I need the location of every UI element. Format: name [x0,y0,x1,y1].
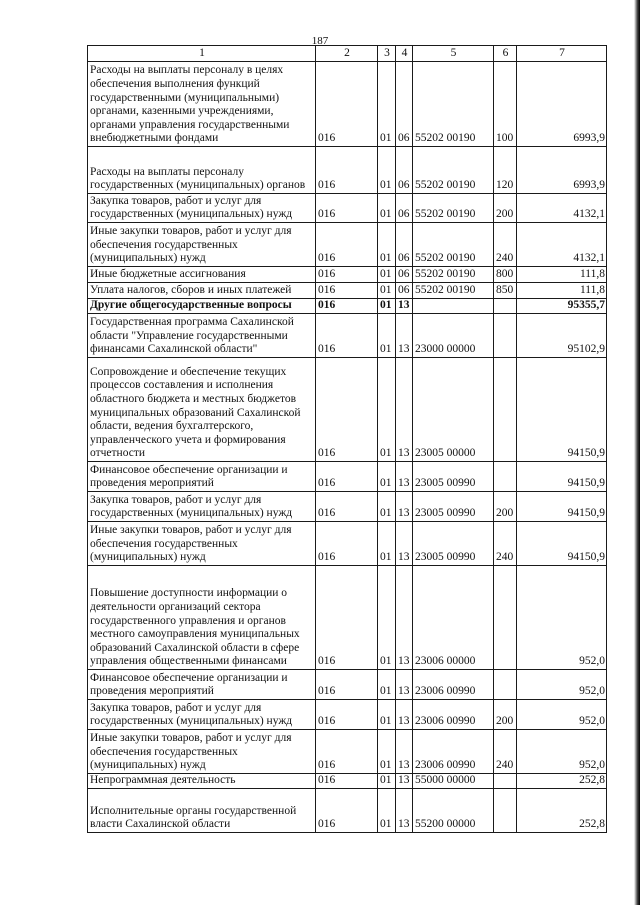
row-c2-cell: 016 [316,147,378,194]
header-col-4: 4 [396,46,413,62]
row-name-cell: Государственная программа Сахалинской области "Управление государственными финансами Сахалинской области" [88,314,316,358]
row-c5-cell [413,299,494,314]
table-row [88,789,607,833]
table-row [88,223,607,267]
row-c6-cell [494,774,517,789]
row-c6-cell [494,566,517,670]
header-col-6: 6 [494,46,517,62]
table-row [88,700,607,730]
row-c3-cell: 01 [378,774,396,789]
header-col-7: 7 [517,46,607,62]
row-c4-cell: 13 [396,774,413,789]
row-name-cell: Закупка товаров, работ и услуг для государственных (муниципальных) нужд [88,194,316,223]
row-c6-cell: 850 [494,283,517,299]
row-c3-cell: 01 [378,223,396,267]
row-c7-cell: 252,8 [517,789,607,833]
row-c3-cell: 01 [378,314,396,358]
row-c5-cell: 55202 00190 [413,267,494,283]
row-c2-cell: 016 [316,789,378,833]
row-name-cell: Расходы на выплаты персоналу в целях обеспечения выполнения функций государственными (муниципальными) органами, казенными учреждениями, органами управления государственными внебюджетными фондами [88,62,316,147]
row-c7-cell: 952,0 [517,730,607,774]
row-c3-cell: 01 [378,670,396,700]
page-number: 187 [311,35,329,47]
row-c4-cell: 06 [396,62,413,147]
row-c7-cell: 6993,9 [517,62,607,147]
row-c4-cell: 13 [396,700,413,730]
row-c4-cell: 06 [396,147,413,194]
row-c4-cell: 13 [396,314,413,358]
row-c4-cell: 13 [396,358,413,462]
row-c2-cell: 016 [316,462,378,492]
row-c2-cell: 016 [316,299,378,314]
row-c3-cell: 01 [378,700,396,730]
row-c3-cell: 01 [378,522,396,566]
row-name-cell: Расходы на выплаты персоналу государственных (муниципальных) органов [88,147,316,194]
row-name-cell: Непрограммная деятельность [88,774,316,789]
row-c4-cell: 06 [396,267,413,283]
row-c5-cell: 23000 00000 [413,314,494,358]
row-c4-cell: 13 [396,522,413,566]
row-c5-cell: 55202 00190 [413,147,494,194]
row-c5-cell: 55200 00000 [413,789,494,833]
row-c6-cell [494,462,517,492]
row-name-cell: Уплата налогов, сборов и иных платежей [88,283,316,299]
row-name-cell: Иные бюджетные ассигнования [88,267,316,283]
row-name-cell: Повышение доступности информации о деятельности организаций сектора государственного управления и органов местного самоуправления муниципальных образований Сахалинской области в сфере управления общественными финансами [88,566,316,670]
row-c7-cell: 4132,1 [517,223,607,267]
row-c6-cell: 800 [494,267,517,283]
table-row [88,299,607,314]
table-row [88,283,607,299]
row-c3-cell: 01 [378,789,396,833]
row-c7-cell: 252,8 [517,774,607,789]
row-c7-cell: 111,8 [517,267,607,283]
row-c2-cell: 016 [316,358,378,462]
row-c2-cell: 016 [316,566,378,670]
row-c3-cell: 01 [378,147,396,194]
table-body [88,62,607,833]
row-c5-cell: 55202 00190 [413,223,494,267]
row-c6-cell [494,358,517,462]
header-col-2: 2 [316,46,378,62]
table-row [88,670,607,700]
row-c2-cell: 016 [316,283,378,299]
row-c5-cell: 23006 00990 [413,700,494,730]
row-c7-cell: 952,0 [517,700,607,730]
row-c4-cell: 13 [396,299,413,314]
table-row [88,358,607,462]
row-name-cell: Иные закупки товаров, работ и услуг для обеспечения государственных (муниципальных) нужд [88,223,316,267]
table-row [88,566,607,670]
table-row [88,730,607,774]
row-c3-cell: 01 [378,194,396,223]
row-c6-cell: 240 [494,223,517,267]
header-col-3: 3 [378,46,396,62]
row-c6-cell: 100 [494,62,517,147]
row-c4-cell: 13 [396,492,413,522]
header-col-1: 1 [88,46,316,62]
row-c7-cell: 94150,9 [517,492,607,522]
table-row [88,774,607,789]
header-col-5: 5 [413,46,494,62]
row-c5-cell: 23006 00990 [413,730,494,774]
row-name-cell: Иные закупки товаров, работ и услуг для обеспечения государственных (муниципальных) нужд [88,522,316,566]
scan-edge [634,0,640,905]
row-c5-cell: 23005 00000 [413,358,494,462]
row-c4-cell: 13 [396,462,413,492]
row-c6-cell: 200 [494,700,517,730]
row-c2-cell: 016 [316,223,378,267]
row-c3-cell: 01 [378,566,396,670]
row-c3-cell: 01 [378,358,396,462]
row-c3-cell: 01 [378,299,396,314]
row-c7-cell: 94150,9 [517,522,607,566]
row-name-cell: Финансовое обеспечение организации и проведения мероприятий [88,670,316,700]
row-name-cell: Финансовое обеспечение организации и проведения мероприятий [88,462,316,492]
row-c2-cell: 016 [316,670,378,700]
row-c3-cell: 01 [378,730,396,774]
row-c3-cell: 01 [378,267,396,283]
row-c5-cell: 55202 00190 [413,194,494,223]
row-c3-cell: 01 [378,462,396,492]
row-c6-cell: 240 [494,730,517,774]
row-c6-cell [494,314,517,358]
row-c6-cell [494,789,517,833]
row-c2-cell: 016 [316,774,378,789]
row-c7-cell: 4132,1 [517,194,607,223]
row-c2-cell: 016 [316,700,378,730]
row-c4-cell: 06 [396,194,413,223]
row-c5-cell: 55000 00000 [413,774,494,789]
row-c4-cell: 06 [396,223,413,267]
row-c6-cell: 120 [494,147,517,194]
row-c7-cell: 95102,9 [517,314,607,358]
row-name-cell: Другие общегосударственные вопросы [88,299,316,314]
header-row [88,46,607,62]
row-c5-cell: 23006 00990 [413,670,494,700]
row-c7-cell: 952,0 [517,566,607,670]
row-c7-cell: 111,8 [517,283,607,299]
row-name-cell: Сопровождение и обеспечение текущих процессов составления и исполнения областного бюджета и местных бюджетов муниципальных образований Сахалинской области, ведения бухгалтерского, управленческого учета и формирования отчетности [88,358,316,462]
row-c3-cell: 01 [378,62,396,147]
table-row [88,462,607,492]
row-c2-cell: 016 [316,492,378,522]
table-row [88,314,607,358]
row-c3-cell: 01 [378,492,396,522]
row-c5-cell: 23005 00990 [413,462,494,492]
table-row [88,522,607,566]
row-c5-cell: 23006 00000 [413,566,494,670]
row-c5-cell: 55202 00190 [413,283,494,299]
row-c2-cell: 016 [316,194,378,223]
row-c2-cell: 016 [316,314,378,358]
row-c5-cell: 55202 00190 [413,62,494,147]
row-c6-cell [494,670,517,700]
row-c6-cell: 200 [494,492,517,522]
row-c2-cell: 016 [316,522,378,566]
row-c4-cell: 13 [396,566,413,670]
row-c5-cell: 23005 00990 [413,522,494,566]
table-row [88,267,607,283]
row-name-cell: Закупка товаров, работ и услуг для государственных (муниципальных) нужд [88,492,316,522]
row-name-cell: Закупка товаров, работ и услуг для государственных (муниципальных) нужд [88,700,316,730]
table-row [88,147,607,194]
row-c2-cell: 016 [316,267,378,283]
row-c4-cell: 06 [396,283,413,299]
row-c4-cell: 13 [396,789,413,833]
row-c7-cell: 952,0 [517,670,607,700]
budget-table [87,45,607,833]
row-c6-cell: 200 [494,194,517,223]
table-row [88,194,607,223]
row-c2-cell: 016 [316,730,378,774]
row-c2-cell: 016 [316,62,378,147]
row-c5-cell: 23005 00990 [413,492,494,522]
row-c7-cell: 94150,9 [517,358,607,462]
table-row [88,492,607,522]
row-c6-cell [494,299,517,314]
table-row [88,62,607,147]
row-c4-cell: 13 [396,730,413,774]
row-c7-cell: 6993,9 [517,147,607,194]
row-c6-cell: 240 [494,522,517,566]
row-name-cell: Исполнительные органы государственной власти Сахалинской области [88,789,316,833]
row-name-cell: Иные закупки товаров, работ и услуг для обеспечения государственных (муниципальных) нужд [88,730,316,774]
row-c7-cell: 95355,7 [517,299,607,314]
row-c3-cell: 01 [378,283,396,299]
row-c4-cell: 13 [396,670,413,700]
row-c7-cell: 94150,9 [517,462,607,492]
